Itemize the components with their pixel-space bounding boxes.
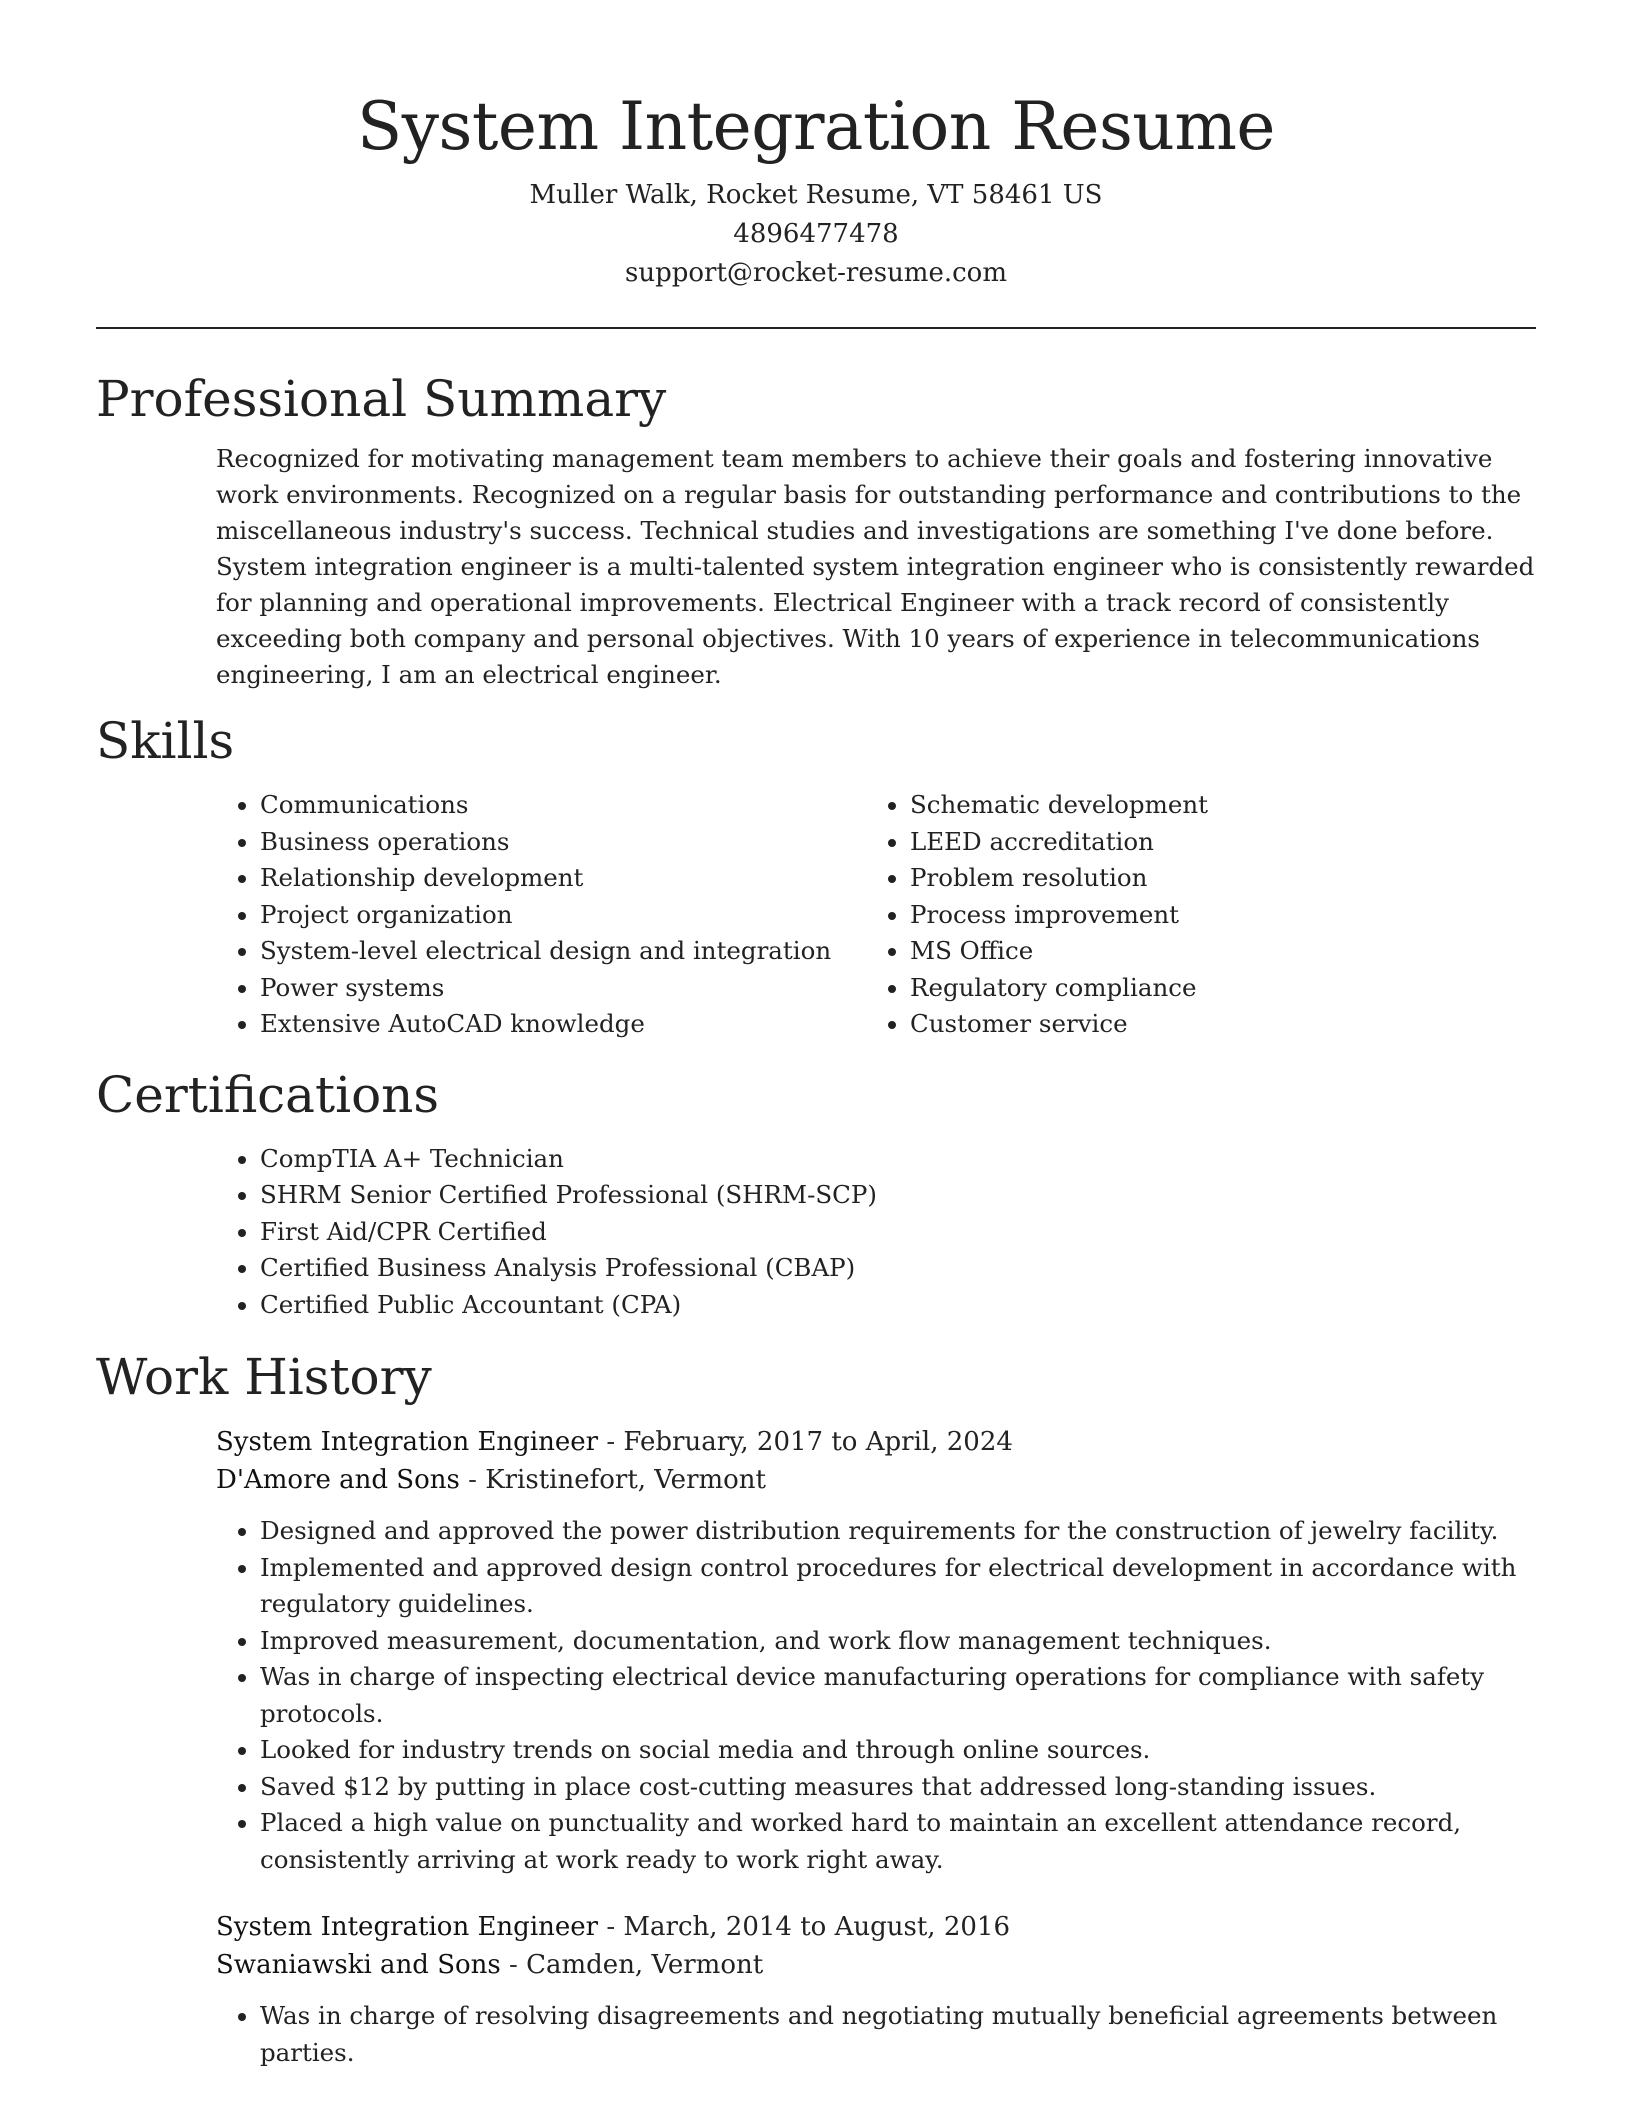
- job-entry: [216, 1908, 1536, 2071]
- skills-column-left: [216, 787, 866, 1043]
- job-bullet: • Saved $12 by putting in place cost-cutting measures that addressed long-standing issues.: [260, 1769, 1536, 1806]
- job-bullet: • Designed and approved the power distribution requirements for the construction of jewelry facility.: [260, 1513, 1536, 1550]
- skills-section: [96, 709, 1536, 1043]
- contact-block: [96, 176, 1536, 293]
- skill-item: • Regulatory compliance: [910, 970, 1516, 1007]
- job-company-line: [216, 1946, 1536, 1984]
- header-divider: [96, 327, 1536, 329]
- certifications-list: [216, 1141, 1536, 1324]
- skill-item: • Process improvement: [910, 897, 1516, 934]
- job-bullet: • Was in charge of resolving disagreements and negotiating mutually beneficial agreements between parties.: [260, 1998, 1536, 2071]
- phone: 4896477478: [733, 219, 899, 249]
- address: Muller Walk, Rocket Resume, VT 58461 US: [529, 180, 1103, 210]
- skill-item: • Communications: [260, 787, 866, 824]
- skill-item: • Schematic development: [910, 787, 1516, 824]
- email: support@rocket-resume.com: [624, 258, 1007, 288]
- job-dates: March, 2014 to August, 2016: [623, 1912, 1010, 1942]
- certification-item: • First Aid/CPR Certified: [260, 1214, 1536, 1251]
- job-title-line: [216, 1908, 1536, 1946]
- certification-item: • Certified Public Accountant (CPA): [260, 1287, 1536, 1324]
- job-location: Camden, Vermont: [526, 1950, 764, 1980]
- job-separator: -: [500, 1950, 527, 1980]
- skill-item: • Power systems: [260, 970, 866, 1007]
- skill-item: • Problem resolution: [910, 860, 1516, 897]
- skill-item: • MS Office: [910, 933, 1516, 970]
- skill-item: • Customer service: [910, 1006, 1516, 1043]
- summary-text: Recognized for motivating management team members to achieve their goals and fostering innovative work environments. Recognized on a regular basis for outstanding performance and contributions to the miscellaneous industry's success. Technical studies and investigations are something I've done before. System integration engineer is a multi-talented system integration engineer who is consistently rewarded for planning and operational improvements. Electrical Engineer with a track record of consistently exceeding both company and personal objectives. With 10 years of experience in telecommunications engineering, I am an electrical engineer.: [216, 444, 1535, 689]
- job-role: System Integration Engineer: [216, 1912, 599, 1942]
- job-bullets: [216, 1513, 1536, 1878]
- resume-header: [96, 0, 1536, 293]
- certification-item: • Certified Business Analysis Professional (CBAP): [260, 1250, 1536, 1287]
- job-bullets: [216, 1998, 1536, 2071]
- job-company: D'Amore and Sons: [216, 1465, 460, 1495]
- skills-heading: Skills: [96, 712, 235, 770]
- job-separator: -: [598, 1427, 624, 1457]
- job-bullet: • Improved measurement, documentation, and work flow management techniques.: [260, 1623, 1536, 1660]
- job-separator: -: [598, 1912, 624, 1942]
- job-location: Kristinefort, Vermont: [485, 1465, 766, 1495]
- job-bullet: • Was in charge of inspecting electrical device manufacturing operations for compliance with safety protocols.: [260, 1659, 1536, 1732]
- skill-item: • System-level electrical design and integration: [260, 933, 866, 970]
- work-history-section: [96, 1345, 1536, 2071]
- skill-item: • LEED accreditation: [910, 824, 1516, 861]
- certifications-section: [96, 1063, 1536, 1324]
- work-history-heading: Work History: [96, 1348, 432, 1406]
- certification-item: • CompTIA A+ Technician: [260, 1141, 1536, 1178]
- summary-section: [96, 367, 1536, 693]
- certifications-heading: Certifications: [96, 1065, 440, 1124]
- job-bullet: • Placed a high value on punctuality and worked hard to maintain an excellent attendance record, consistently arriving at work ready to work right away.: [260, 1805, 1536, 1878]
- job-dates: February, 2017 to April, 2024: [623, 1427, 1013, 1457]
- job-role: System Integration Engineer: [216, 1427, 599, 1457]
- job-bullet: • Implemented and approved design control procedures for electrical development in accordance with regulatory guidelines.: [260, 1550, 1536, 1623]
- skill-item: • Project organization: [260, 897, 866, 934]
- summary-heading: Professional Summary: [96, 370, 667, 428]
- skill-item: • Extensive AutoCAD knowledge: [260, 1006, 866, 1043]
- resume-title: System Integration Resume: [357, 88, 1275, 165]
- job-company-line: [216, 1461, 1536, 1499]
- skill-item: • Business operations: [260, 824, 866, 861]
- skills-column-right: [866, 787, 1516, 1043]
- job-separator: -: [459, 1465, 486, 1495]
- job-company: Swaniawski and Sons: [216, 1950, 501, 1980]
- skill-item: • Relationship development: [260, 860, 866, 897]
- certification-item: • SHRM Senior Certified Professional (SHRM-SCP): [260, 1177, 1536, 1214]
- job-entry: [216, 1423, 1536, 1878]
- skills-columns: [216, 787, 1536, 1043]
- job-title-line: [216, 1423, 1536, 1461]
- job-bullet: • Looked for industry trends on social media and through online sources.: [260, 1732, 1536, 1769]
